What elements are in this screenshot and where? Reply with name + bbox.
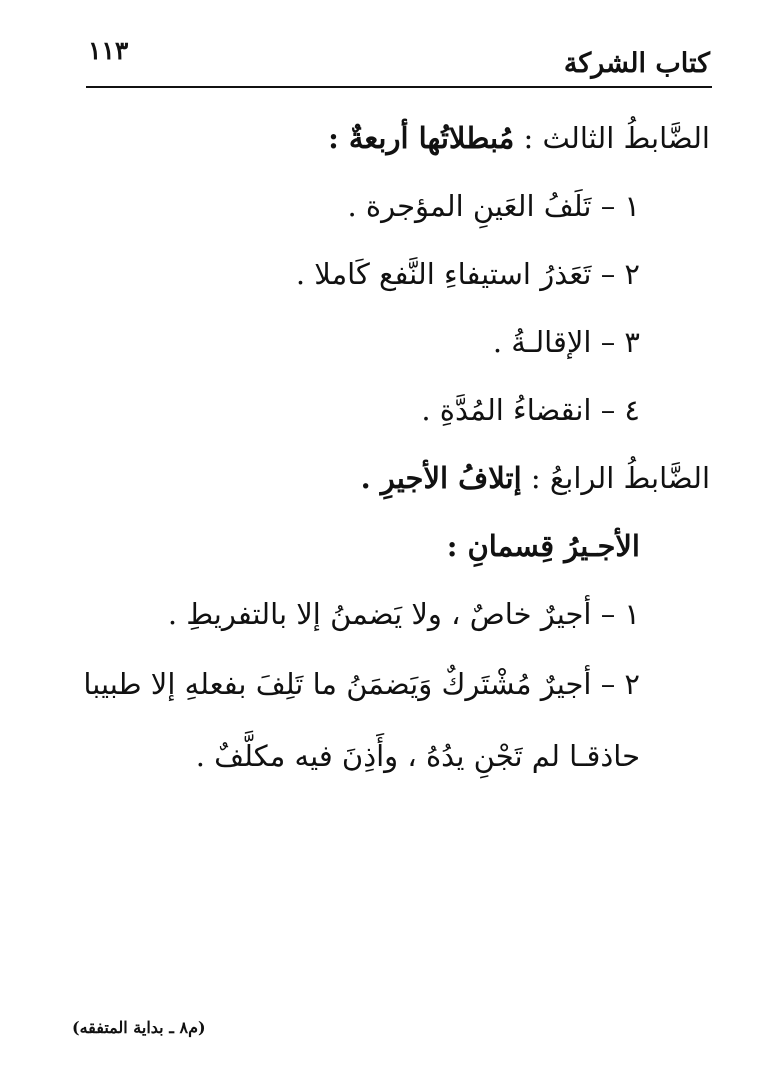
rule-three-emphasis: مُبطلاتُها أربعةٌ : [328,121,515,155]
list-item: ١ – تَلَفُ العَينِ المؤجرة . [347,189,640,223]
list-item: ٤ – انقضاءُ المُدَّةِ . [421,393,640,427]
running-head: كتاب الشركة [563,48,710,79]
list-item: ١ – أجيرٌ خاصٌ ، ولا يَضمنُ إلا بالتفريطِ . [167,597,640,631]
rule-four-label: الضَّابطُ الرابعُ : [521,461,710,495]
header-rule [86,86,712,88]
rule-three-heading [60,104,710,172]
rule-three-label: الضَّابطُ الثالث : [514,121,710,155]
list-item: ٣ – الإقالـةُ . [492,325,640,359]
section-heading: الأجـيرُ قِسمانِ : [446,529,640,563]
page-body [60,104,710,792]
list-item: ٢ – أجيرٌ مُشْتَركٌ وَيَضمَنُ ما تَلِفَ بفعلهِ إلا طبيبا حاذقـا لم تَجْنِ يدُهُ ، وأَذِنَ فيه مكلَّفٌ . [83,667,640,773]
page-number: ١١٣ [88,36,129,65]
rule-four-emphasis: إتلافُ الأجيرِ . [360,461,522,495]
footer-signature: (م٨ ـ بداية المتفقه) [72,1018,206,1037]
rule-four-heading [60,444,710,512]
list-item: ٢ – تَعَذرُ استيفاءِ النَّفع كَاملا . [295,257,640,291]
